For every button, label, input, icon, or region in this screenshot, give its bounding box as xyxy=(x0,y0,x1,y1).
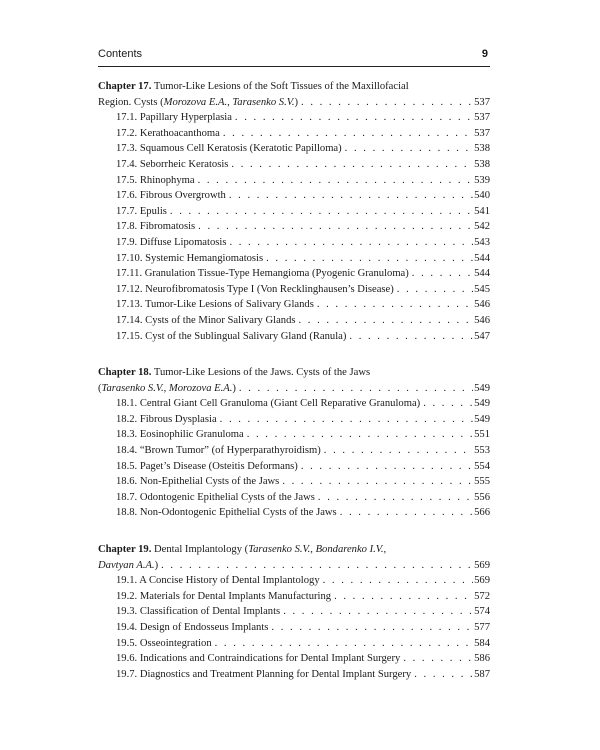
toc-entry[interactable] xyxy=(98,412,490,428)
leader-dots xyxy=(231,157,473,173)
chapter-heading[interactable] xyxy=(98,542,490,558)
toc xyxy=(98,79,490,682)
entry-title: 17.15. Cyst of the Sublingual Salivary Gland (Ranula) xyxy=(116,330,347,342)
header-rule xyxy=(98,66,490,67)
toc-entry[interactable] xyxy=(98,651,490,667)
chapter-17 xyxy=(98,79,490,344)
chapter-title-end: ) xyxy=(232,382,236,394)
leader-dots xyxy=(340,505,473,521)
leader-dots xyxy=(229,188,473,204)
entry-title: 17.4. Seborrheic Keratosis xyxy=(116,158,229,170)
leader-dots xyxy=(403,651,473,667)
page-ref: 544 xyxy=(474,252,490,264)
entry-title: 19.3. Classification of Dental Implants xyxy=(116,606,281,618)
page-ref: 537 xyxy=(474,127,490,139)
chapter-label: Chapter 17. xyxy=(98,81,152,92)
page-ref: 572 xyxy=(474,590,490,602)
leader-dots xyxy=(317,297,473,313)
leader-dots xyxy=(334,589,473,605)
entry-title: 18.6. Non-Epithelial Cysts of the Jaws xyxy=(116,476,280,488)
entry-title: 18.2. Fibrous Dysplasia xyxy=(116,413,217,425)
toc-entry[interactable] xyxy=(98,313,490,329)
chapter-title-cont: Region. Cysts ( xyxy=(98,96,164,108)
entry-title: 17.9. Diffuse Lipomatosis xyxy=(116,236,227,248)
page-ref: 577 xyxy=(474,622,490,633)
entry-title: 17.11. Granulation Tissue-Type Hemangioma (Pyogenic Granuloma) xyxy=(116,268,409,280)
page-ref: 586 xyxy=(474,653,490,665)
page-ref: 538 xyxy=(474,158,490,170)
toc-entry[interactable] xyxy=(98,126,490,142)
chapter-18 xyxy=(98,365,490,521)
toc-entry[interactable] xyxy=(98,443,490,459)
chapter-authors: Morozova E.A., Tarasenko S.V. xyxy=(163,96,295,108)
leader-dots xyxy=(239,381,473,397)
page-ref: 537 xyxy=(474,96,490,108)
leader-dots xyxy=(423,396,473,412)
page-ref: 538 xyxy=(474,143,490,155)
chapter-title-end: ) xyxy=(154,559,159,571)
toc-entry[interactable] xyxy=(98,110,490,126)
toc-entry[interactable] xyxy=(98,219,490,235)
entry-title: 19.4. Design of Endosseus Implants xyxy=(116,622,269,633)
leader-dots xyxy=(266,251,473,267)
page-ref: 545 xyxy=(474,283,490,295)
toc-entry[interactable] xyxy=(98,235,490,251)
chapter-authors: Tarasenko S.V., Morozova E.A. xyxy=(101,382,233,394)
toc-entry[interactable] xyxy=(98,427,490,443)
page-ref: 556 xyxy=(474,491,490,503)
entry-title: 17.8. Fibromatosis xyxy=(116,221,196,233)
entry-title: 18.4. “Brown Tumor” (of Hyperparathyroidism) xyxy=(116,445,321,457)
page-ref: 566 xyxy=(474,507,490,519)
leader-dots xyxy=(235,110,473,126)
leader-dots xyxy=(198,219,473,235)
toc-entry[interactable] xyxy=(98,282,490,298)
page-ref: 540 xyxy=(474,190,490,202)
page-ref: 546 xyxy=(474,299,490,311)
chapter-19 xyxy=(98,542,490,682)
page-header xyxy=(98,48,490,60)
leader-dots xyxy=(324,443,473,459)
page-ref: 543 xyxy=(474,236,490,248)
chapter-heading-cont[interactable] xyxy=(98,381,490,397)
entry-title: 17.3. Squamous Cell Keratosis (Keratotic Papilloma) xyxy=(116,143,342,155)
chapter-title: Tumor-Like Lesions of the Jaws. Cysts of the Jaws xyxy=(153,367,371,379)
leader-dots xyxy=(349,329,473,345)
entry-title: 17.10. Systemic Hemangiomatosis xyxy=(116,252,264,264)
leader-dots xyxy=(229,235,473,251)
entry-title: 18.7. Odontogenic Epithelial Cysts of the Jaws xyxy=(116,491,315,503)
leader-dots xyxy=(299,313,474,329)
chapter-heading-cont[interactable] xyxy=(98,95,490,111)
page-ref: 544 xyxy=(474,268,490,280)
toc-entry[interactable] xyxy=(98,396,490,412)
page-ref: 587 xyxy=(474,668,490,680)
page-ref: 554 xyxy=(474,460,490,472)
leader-dots xyxy=(412,266,473,282)
toc-entry[interactable] xyxy=(98,459,490,475)
toc-entry[interactable] xyxy=(98,251,490,267)
entry-title: 17.1. Papillary Hyperplasia xyxy=(116,112,232,124)
entry-title: 19.7. Diagnostics and Treatment Planning for Dental Implant Surgery xyxy=(116,668,412,680)
leader-dots xyxy=(318,490,473,506)
leader-dots xyxy=(170,204,473,220)
chapter-title: Tumor-Like Lesions of the Soft Tissues of the Maxillofacial xyxy=(153,81,409,92)
toc-entry[interactable] xyxy=(98,173,490,189)
leader-dots xyxy=(283,604,473,620)
page-ref: 569 xyxy=(474,559,490,571)
leader-dots xyxy=(397,282,473,298)
page-ref: 549 xyxy=(474,413,490,425)
page-ref: 549 xyxy=(474,382,490,394)
toc-entry[interactable] xyxy=(98,490,490,506)
toc-entry[interactable] xyxy=(98,667,490,683)
chapter-label: Chapter 19. xyxy=(98,544,152,556)
leader-dots xyxy=(345,141,473,157)
toc-entry[interactable] xyxy=(98,589,490,605)
leader-dots xyxy=(323,573,473,589)
chapter-heading-cont[interactable] xyxy=(98,558,490,574)
entry-title: 17.6. Fibrous Overgrowth xyxy=(116,190,226,202)
page-ref: 553 xyxy=(474,445,490,457)
page-ref: 546 xyxy=(474,314,490,326)
toc-entry[interactable] xyxy=(98,604,490,620)
entry-title: 18.1. Central Giant Cell Granuloma (Giant Cell Reparative Granuloma) xyxy=(116,398,421,410)
chapter-heading[interactable] xyxy=(98,365,490,381)
entry-title: 18.8. Non-Odontogenic Epithelial Cysts of the Jaws xyxy=(116,507,337,519)
page-ref: 549 xyxy=(474,398,490,410)
chapter-authors: Tarasenko S.V., Bondarenko I.V., xyxy=(248,544,387,556)
leader-dots xyxy=(301,95,473,111)
entry-title: 19.6. Indications and Contraindications for Dental Implant Surgery xyxy=(116,653,401,665)
leader-dots xyxy=(282,474,473,490)
toc-entry[interactable] xyxy=(98,505,490,521)
page-ref: 569 xyxy=(474,575,490,587)
page-ref: 584 xyxy=(474,637,490,649)
leader-dots xyxy=(161,558,473,574)
toc-entry[interactable] xyxy=(98,188,490,204)
toc-entry[interactable] xyxy=(98,204,490,220)
toc-entry[interactable] xyxy=(98,297,490,313)
entry-title: 17.12. Neurofibromatosis Type I (Von Recklinghausen’s Disease) xyxy=(116,283,394,295)
leader-dots xyxy=(271,620,473,636)
entry-title: 18.5. Paget’s Disease (Osteitis Deformans) xyxy=(116,460,298,472)
page-ref: 541 xyxy=(474,205,490,217)
toc-entry[interactable] xyxy=(98,573,490,589)
toc-entry[interactable] xyxy=(98,329,490,345)
toc-entry[interactable] xyxy=(98,474,490,490)
page-ref: 542 xyxy=(474,221,490,233)
toc-entry[interactable] xyxy=(98,620,490,636)
page-ref: 547 xyxy=(474,330,490,342)
leader-dots xyxy=(215,636,473,652)
toc-entry[interactable] xyxy=(98,636,490,652)
entry-title: 17.14. Cysts of the Minor Salivary Glands xyxy=(116,314,296,326)
entry-title: 17.5. Rhinophyma xyxy=(116,174,195,186)
running-title: Contents xyxy=(98,48,143,60)
page-ref: 555 xyxy=(474,476,490,488)
entry-title: 17.2. Kerathoacanthoma xyxy=(116,127,220,139)
page-number: 9 xyxy=(481,48,488,60)
leader-dots xyxy=(414,667,473,683)
page-ref: 537 xyxy=(474,112,490,124)
page-ref: 539 xyxy=(474,174,490,186)
chapter-authors: Davtyan A.A. xyxy=(98,559,155,571)
entry-title: 17.7. Epulis xyxy=(116,205,167,217)
leader-dots xyxy=(198,173,474,189)
entry-title: 19.5. Osseointegration xyxy=(116,637,212,649)
chapter-heading[interactable] xyxy=(98,79,490,95)
chapter-title-end: ) xyxy=(294,96,299,108)
chapter-title-cont: ( xyxy=(98,382,102,394)
entry-title: 18.3. Eosinophilic Granuloma xyxy=(116,429,244,441)
entry-title: 19.1. A Concise History of Dental Implantology xyxy=(116,575,320,587)
page-ref: 574 xyxy=(474,606,490,618)
toc-entry[interactable] xyxy=(98,157,490,173)
leader-dots xyxy=(247,427,473,443)
page-ref: 551 xyxy=(474,429,490,441)
leader-dots xyxy=(301,459,473,475)
toc-entry[interactable] xyxy=(98,141,490,157)
chapter-label: Chapter 18. xyxy=(98,367,152,379)
leader-dots xyxy=(223,126,473,142)
chapter-title: Dental Implantology ( xyxy=(154,544,249,556)
toc-entry[interactable] xyxy=(98,266,490,282)
entry-title: 17.13. Tumor-Like Lesions of Salivary Glands xyxy=(116,299,314,311)
leader-dots xyxy=(220,412,473,428)
entry-title: 19.2. Materials for Dental Implants Manufacturing xyxy=(116,590,332,602)
